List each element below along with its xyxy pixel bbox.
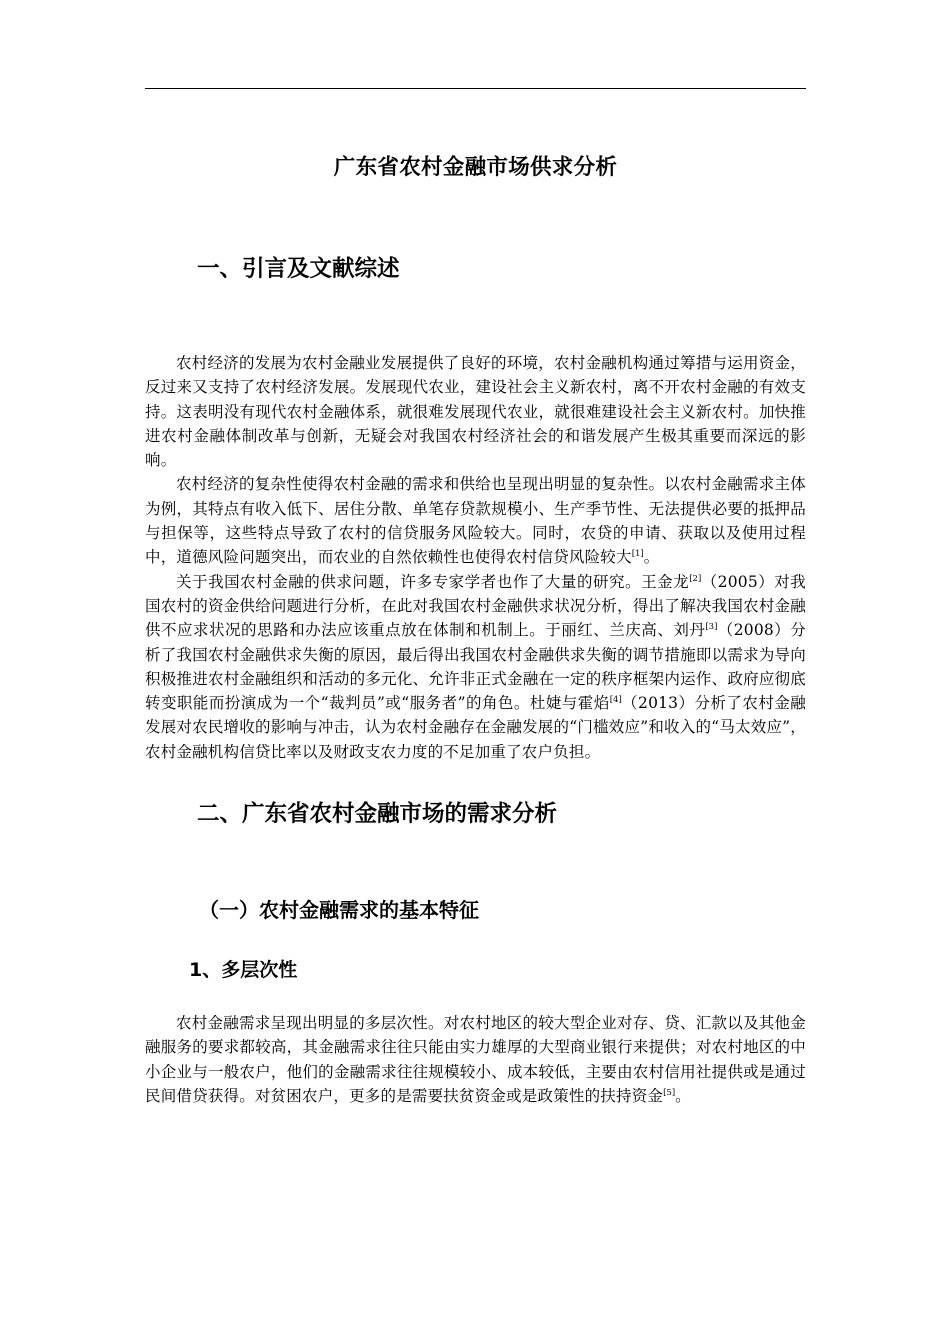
intro-paragraph-2 bbox=[145, 472, 806, 569]
citation-ref-3: [3] bbox=[705, 622, 718, 633]
document-body bbox=[145, 150, 806, 1108]
document-title: 广东省农村金融市场供求分析 bbox=[333, 155, 618, 180]
intro-paragraph-2-text: 农村经济的复杂性使得农村金融的需求和供给也呈现出明显的复杂性。以农村金融需求主体为例，其特点有收入低下、居住分散、单笔存贷款规模小、生产季节性、无法提供必要的抵押品与担保等，这些特点导致了农村的信贷服务风险较大。同时，农贷的申请、获取以及使用过程中，道德风险问题突出，而农业的自然依赖性也使得农村信贷风险较大 bbox=[145, 475, 806, 567]
item-heading-multilevel: 1、多层次性 bbox=[189, 959, 298, 982]
section-heading-intro: 一、引言及文献综述 bbox=[197, 256, 400, 282]
intro-paragraph-1: 农村经济的发展为农村金融业发展提供了良好的环境，农村金融机构通过筹措与运用资金，反过来又支持了农村经济发展。发展现代农业，建设社会主义新农村，离不开农村金融的有效支持。这表明没有现代农村金融体系，就很难发展现代农业，就很难建设社会主义新农村。加快推进农村金融体制改革与创新，无疑会对我国农村经济社会的和谐发展产生极其重要而深远的影响。 bbox=[145, 354, 806, 470]
header-rule bbox=[145, 88, 806, 89]
intro-paragraph-3-part-c: （2008）分析了我国农村金融供求失衡的原因，最后得出我国农村金融供求失衡的调节措施即以需求为导向积极推进农村金融组织和活动的多元化、允许非正式金融在一定的秩序框架内运作、政府应彻底转变职能而扮演成为一个“裁判员”或“服务者”的角色。杜婕与霍焰 bbox=[145, 621, 806, 713]
intro-paragraph-3-part-d: （2013）分析了农村金融发展对农民增收的影响与冲击，认为农村金融存在金融发展的“门槛效应”和收入的“马太效应”，农村金融机构信贷比率以及财政支农力度的不足加重了农户负担。 bbox=[145, 694, 806, 761]
intro-paragraph-3 bbox=[145, 570, 806, 764]
citation-ref-1: [1] bbox=[631, 549, 644, 560]
intro-paragraph-2-end: 。 bbox=[643, 548, 660, 567]
multilevel-paragraph-text: 农村金融需求呈现出明显的多层次性。对农村地区的较大型企业对存、贷、汇款以及其他金融服务的要求都较高，其金融需求往往只能由实力雄厚的大型商业银行来提供；对农村地区的中小企业与一般农户，他们的金融需求往往规模较小、成本较低，主要由农村信用社提供或是通过民间借贷获得。对贫困农户，更多的是需要扶贫资金或是政策性的扶持资金 bbox=[145, 1014, 806, 1105]
subsection-heading-demand-features: （一）农村金融需求的基本特征 bbox=[199, 898, 479, 923]
multilevel-paragraph bbox=[145, 1011, 806, 1108]
multilevel-paragraph-end: 。 bbox=[675, 1086, 691, 1105]
citation-ref-4: [4] bbox=[609, 695, 622, 705]
intro-paragraph-3-part-b: （2005）对我国农村的资金供给问题进行分析，在此对我国农村金融供求状况分析，得出了解决我国农村金融供不应求状况的思路和办法应该重点放在体制和机制上。于丽红、兰庆高、刘丹 bbox=[145, 572, 807, 640]
section-heading-demand: 二、广东省农村金融市场的需求分析 bbox=[197, 801, 558, 828]
citation-ref-5: [5] bbox=[663, 1087, 676, 1098]
intro-paragraph-3-part-a: 关于我国农村金融的供求问题，许多专家学者也作了大量的研究。王金龙 bbox=[176, 572, 690, 591]
citation-ref-2: [2] bbox=[689, 573, 702, 584]
